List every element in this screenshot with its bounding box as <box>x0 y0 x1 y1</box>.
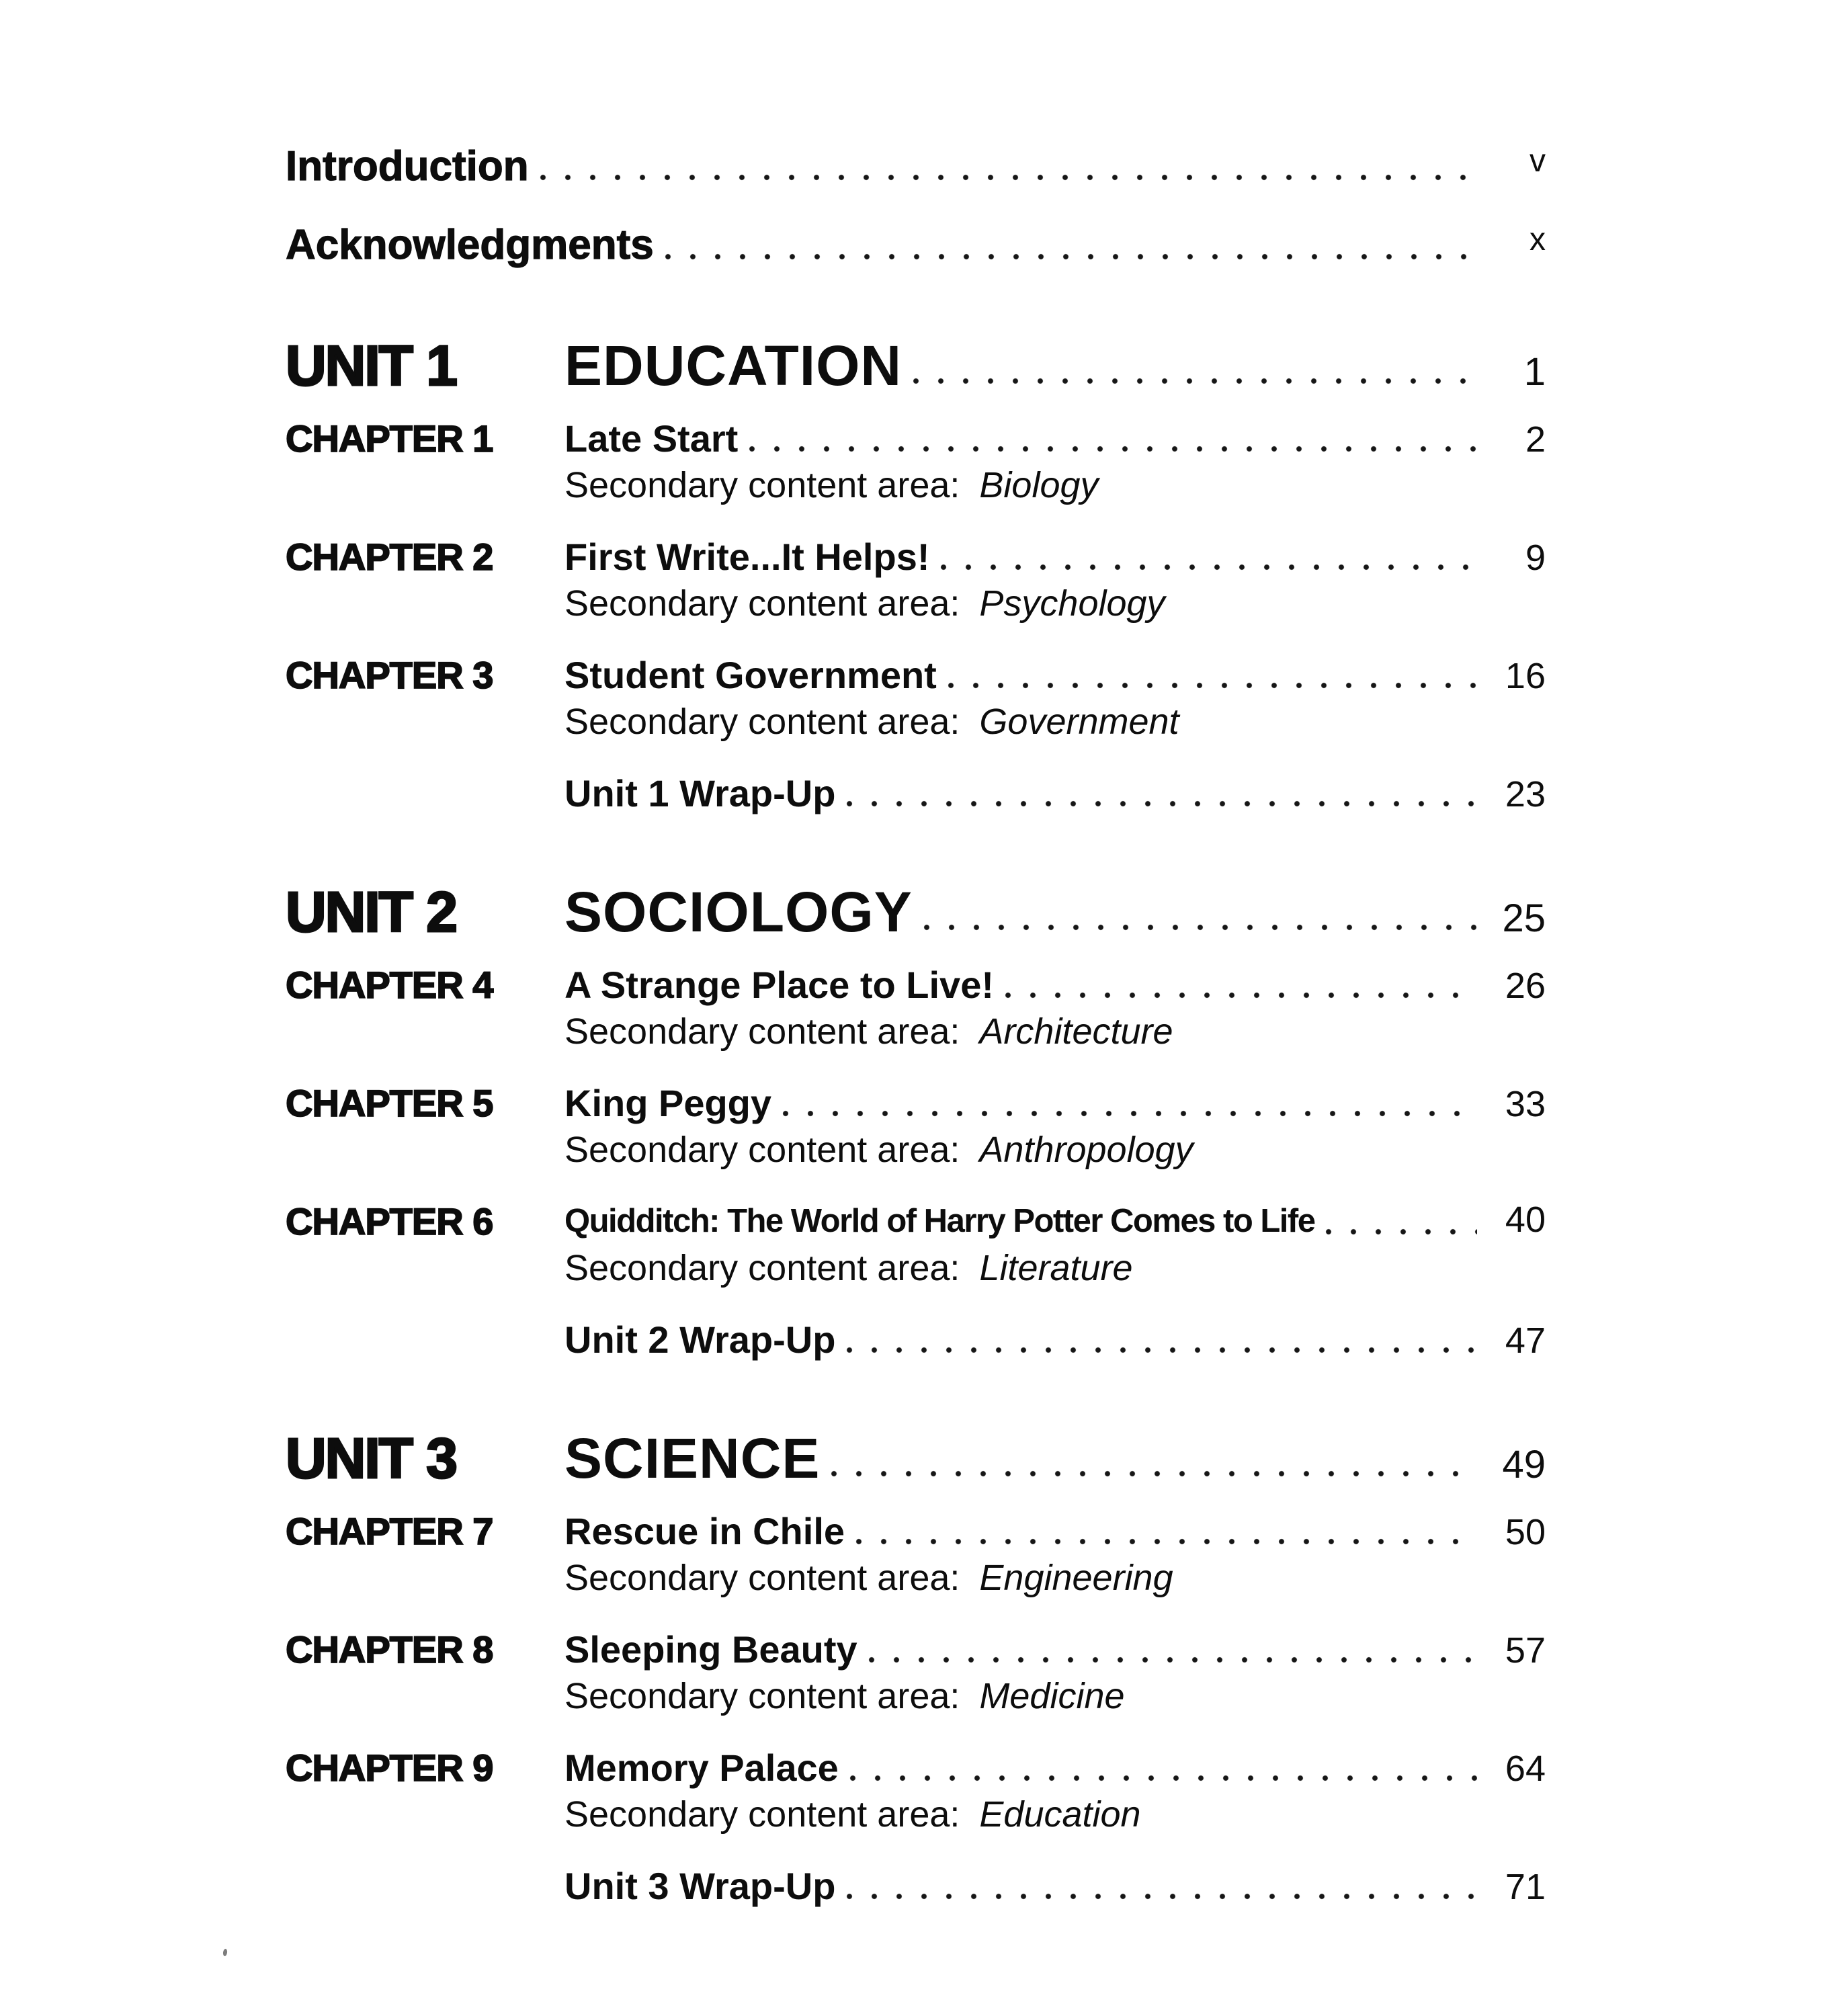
page-number: 50 <box>1505 1512 1546 1553</box>
secondary-content-area <box>564 1128 1546 1172</box>
page-number: x <box>1529 222 1546 258</box>
page-number: 16 <box>1505 655 1546 696</box>
page-number: v <box>1529 143 1546 179</box>
chapter-entry <box>286 962 1546 1007</box>
page-number: 64 <box>1505 1749 1546 1790</box>
secondary-label: Secondary content area: <box>564 1011 960 1052</box>
chapter-label: CHAPTER 9 <box>286 1747 493 1790</box>
unit-title: SCIENCE <box>564 1427 821 1490</box>
chapter-block <box>286 1199 1546 1290</box>
dot-leader <box>948 681 1477 689</box>
chapter-block <box>286 653 1546 744</box>
chapter-entry-line <box>564 1627 1546 1672</box>
unit-entry <box>564 334 1546 397</box>
page-number: 47 <box>1505 1320 1546 1361</box>
secondary-label: Secondary content area: <box>564 1676 960 1717</box>
secondary-area: Architecture <box>979 1011 1173 1052</box>
chapter-title: Memory Palace <box>564 1747 839 1790</box>
chapter-entry-line <box>564 962 1546 1007</box>
chapter-title: First Write...It Helps! <box>564 535 930 578</box>
chapter-title: A Strange Place to Live! <box>564 963 994 1006</box>
dot-leader <box>855 1538 1477 1546</box>
page-number: 2 <box>1525 419 1546 460</box>
secondary-content-area <box>564 1675 1546 1718</box>
chapter-entry-line <box>564 534 1546 579</box>
spacer-column <box>286 1317 564 1362</box>
chapter-block <box>286 416 1546 507</box>
chapter-title: Late Start <box>564 417 739 460</box>
chapter-entry <box>286 653 1546 698</box>
page-number: 23 <box>1505 773 1546 814</box>
chapter-label: CHAPTER 6 <box>286 1200 493 1243</box>
toc-entry-introduction <box>286 142 1546 190</box>
chapter-block <box>286 1745 1546 1837</box>
chapter-label: CHAPTER 2 <box>286 535 493 578</box>
secondary-content-area <box>564 464 1546 507</box>
dot-leader <box>923 923 1477 931</box>
secondary-area: Engineering <box>979 1558 1173 1599</box>
chapter-block <box>286 962 1546 1054</box>
chapter-label: CHAPTER 4 <box>286 963 493 1006</box>
dot-leader <box>846 1892 1477 1900</box>
unit-wrap-up-entry <box>286 771 1546 816</box>
wrap-up-line <box>564 771 1546 816</box>
secondary-area: Psychology <box>979 583 1165 624</box>
chapter-entry-line <box>564 1745 1546 1790</box>
wrap-up-title: Unit 3 Wrap-Up <box>564 1865 836 1908</box>
unit-label: UNIT 3 <box>286 1427 457 1490</box>
chapter-label: CHAPTER 1 <box>286 417 493 460</box>
unit-wrap-up-entry <box>286 1317 1546 1362</box>
secondary-content-area <box>564 1793 1546 1837</box>
chapter-block <box>286 534 1546 626</box>
unit-wrap-up-entry <box>286 1863 1546 1908</box>
chapter-label: CHAPTER 3 <box>286 653 493 696</box>
unit-title: SOCIOLOGY <box>564 880 913 943</box>
secondary-area: Government <box>979 701 1179 742</box>
chapter-block <box>286 1081 1546 1172</box>
chapter-entry-line <box>564 1199 1546 1244</box>
dot-leader <box>749 445 1477 453</box>
chapter-entry-line <box>564 1081 1546 1126</box>
secondary-label: Secondary content area: <box>564 583 960 624</box>
chapter-entry-line <box>564 1509 1546 1554</box>
unit-entry <box>564 880 1546 943</box>
chapter-label: CHAPTER 5 <box>286 1081 493 1124</box>
chapter-entry <box>286 416 1546 461</box>
secondary-area: Literature <box>979 1248 1133 1289</box>
secondary-label: Secondary content area: <box>564 1558 960 1599</box>
dot-leader <box>782 1109 1477 1118</box>
secondary-label: Secondary content area: <box>564 1794 960 1835</box>
chapter-label: CHAPTER 7 <box>286 1510 493 1553</box>
wrap-up-title: Unit 2 Wrap-Up <box>564 1318 836 1361</box>
secondary-area: Anthropology <box>979 1130 1193 1171</box>
dot-leader <box>846 800 1477 808</box>
chapter-entry <box>286 1081 1546 1126</box>
page-number: 71 <box>1505 1867 1546 1908</box>
dot-leader <box>913 377 1477 385</box>
chapter-entry <box>286 1745 1546 1790</box>
chapter-entry <box>286 1627 1546 1672</box>
spacer-column <box>286 1863 564 1908</box>
secondary-area: Medicine <box>979 1676 1125 1717</box>
unit-heading <box>286 880 1546 943</box>
dot-leader <box>540 173 1477 181</box>
secondary-area: Biology <box>979 464 1099 505</box>
chapter-block <box>286 1627 1546 1718</box>
unit-title: EDUCATION <box>564 333 903 397</box>
unit-label: UNIT 1 <box>286 333 457 397</box>
chapter-entry <box>286 1199 1546 1244</box>
dot-leader <box>846 1346 1477 1354</box>
dot-leader <box>868 1656 1477 1664</box>
chapter-entry <box>286 534 1546 579</box>
page-number: 1 <box>1523 349 1546 394</box>
secondary-label: Secondary content area: <box>564 701 960 742</box>
secondary-content-area <box>564 700 1546 744</box>
unit-label: UNIT 2 <box>286 880 457 943</box>
dot-leader <box>849 1774 1477 1782</box>
entry-title: Introduction <box>286 143 529 190</box>
chapter-entry-line <box>564 416 1546 461</box>
chapter-title: Student Government <box>564 653 937 696</box>
spacer-column <box>286 771 564 816</box>
secondary-label: Secondary content area: <box>564 1130 960 1171</box>
chapter-label: CHAPTER 8 <box>286 1628 493 1671</box>
page-number: 9 <box>1525 537 1546 578</box>
chapter-entry <box>286 1509 1546 1554</box>
unit-heading <box>286 1427 1546 1490</box>
secondary-content-area <box>564 582 1546 626</box>
toc-entry-acknowledgments <box>286 221 1546 269</box>
dot-leader <box>665 253 1477 261</box>
dot-leader <box>1005 991 1477 999</box>
secondary-label: Secondary content area: <box>564 1248 960 1289</box>
secondary-label: Secondary content area: <box>564 464 960 505</box>
chapter-title: Quidditch: The World of Harry Potter Comes to Life <box>564 1202 1315 1239</box>
page-number: 25 <box>1502 896 1546 940</box>
page-number: 40 <box>1505 1199 1546 1240</box>
scan-speck-artifact <box>222 1949 227 1957</box>
dot-leader <box>1325 1228 1477 1236</box>
secondary-content-area <box>564 1010 1546 1054</box>
chapter-title: King Peggy <box>564 1081 772 1124</box>
wrap-up-line <box>564 1317 1546 1362</box>
dot-leader <box>831 1470 1477 1478</box>
chapter-title: Rescue in Chile <box>564 1510 845 1553</box>
page-number: 57 <box>1505 1630 1546 1671</box>
page-number: 26 <box>1505 965 1546 1006</box>
chapter-entry-line <box>564 653 1546 698</box>
wrap-up-title: Unit 1 Wrap-Up <box>564 771 836 814</box>
page-number: 49 <box>1502 1443 1546 1487</box>
page-number: 33 <box>1505 1083 1546 1124</box>
secondary-content-area <box>564 1556 1546 1600</box>
unit-heading <box>286 334 1546 397</box>
wrap-up-line <box>564 1863 1546 1908</box>
dot-leader <box>940 563 1477 571</box>
unit-entry <box>564 1427 1546 1490</box>
chapter-title: Sleeping Beauty <box>564 1628 857 1671</box>
chapter-block <box>286 1509 1546 1600</box>
secondary-area: Education <box>979 1794 1141 1835</box>
secondary-content-area <box>564 1247 1546 1290</box>
entry-title: Acknowledgments <box>286 222 654 269</box>
